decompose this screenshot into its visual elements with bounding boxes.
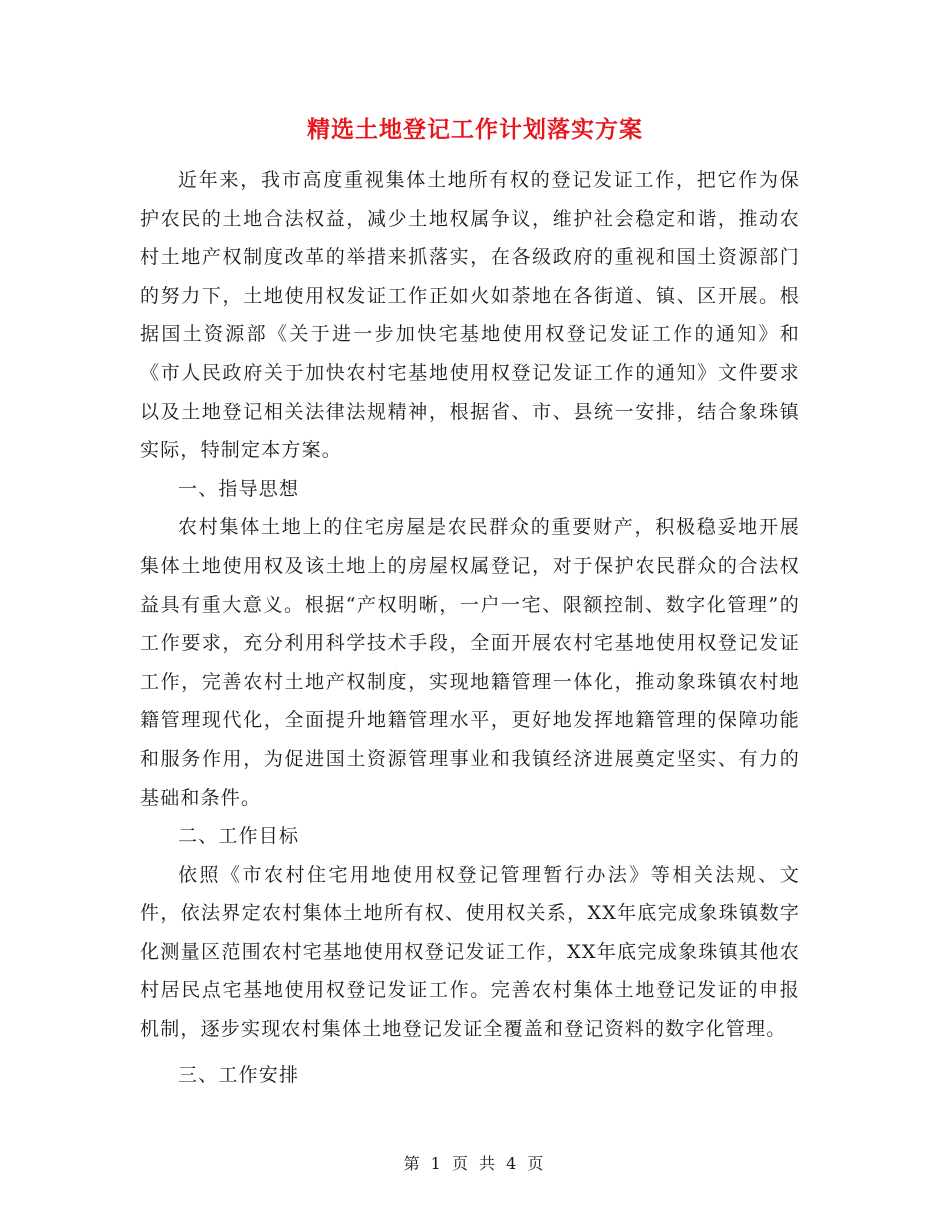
section-heading-guiding-ideology: 一、指导思想 bbox=[178, 477, 300, 500]
intro-paragraph: 近年来，我市高度重视集体土地所有权的登记发证工作，把它作为保护农民的土地合法权益，减少土地权属争议，维护社会稳定和谐，推动农村土地产权制度改革的举措来抓落实，在各级政府的重视和国土资源部门的努力下，土地使用权发证工作正如火如荼地在各街道、镇、区开展。根据国土资源部《关于进一步加快宅基地使用权登记发证工作的通知》和《市人民政府关于加快农村宅基地使用权登记发证工作的通知》文件要求以及土地登记相关法律法规精神，根据省、市、县统一安排，结合象珠镇实际，特制定本方案。 bbox=[140, 169, 800, 462]
document-body bbox=[140, 161, 800, 1094]
document-title: 精选土地登记工作计划落实方案 bbox=[307, 116, 643, 143]
work-goals-paragraph: 依照《市农村住宅用地使用权登记管理暂行办法》等相关法规、文件，依法界定农村集体土地所有权、使用权关系，XX年底完成象珠镇数字化测量区范围农村宅基地使用权登记发证工作，XX年底完成象珠镇其他农村居民点宅基地使用权登记发证工作。完善农村集体土地登记发证的申报机制，逐步实现农村集体土地登记发证全覆盖和登记资料的数字化管理。 bbox=[140, 863, 800, 1041]
page-number-footer: 第 1 页 共 4 页 bbox=[403, 1154, 547, 1173]
section-heading-work-arrangement: 三、工作安排 bbox=[178, 1063, 300, 1086]
section-heading-work-goals: 二、工作目标 bbox=[178, 825, 300, 848]
guiding-ideology-paragraph: 农村集体土地上的住宅房屋是农民群众的重要财产，积极稳妥地开展集体土地使用权及该土地上的房屋权属登记，对于保护农民群众的合法权益具有重大意义。根据“产权明晰，一户一宅、限额控制、数字化管理”的工作要求，充分利用科学技术手段，全面开展农村宅基地使用权登记发证工作，完善农村土地产权制度，实现地籍管理一体化，推动象珠镇农村地籍管理现代化，全面提升地籍管理水平，更好地发挥地籍管理的保障功能和服务作用，为促进国土资源管理事业和我镇经济进展奠定坚实、有力的基础和条件。 bbox=[140, 516, 800, 809]
